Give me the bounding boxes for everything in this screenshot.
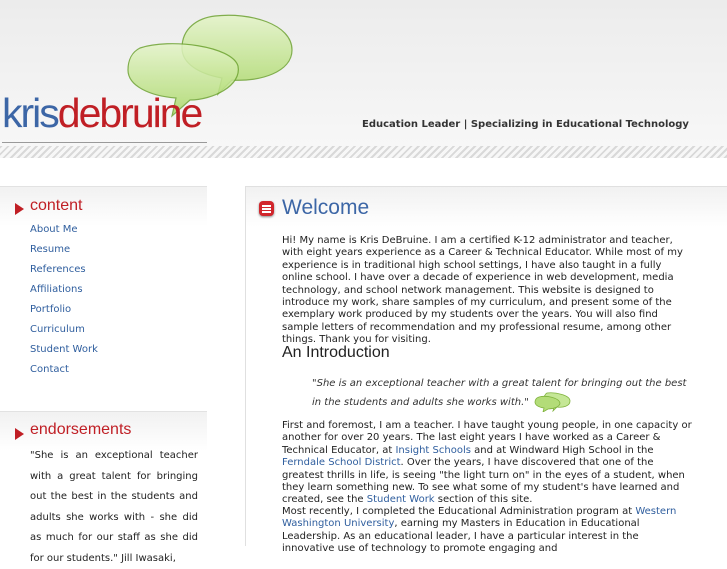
logo-part1: kris — [2, 90, 58, 136]
nav-item-affiliations[interactable]: Affiliations — [30, 284, 83, 295]
paragraph-text: , earning my Masters in Education in Educational Leadership. As an educational leader, I have a particular interest in the innovative use of technology to promote engaging and — [282, 518, 640, 555]
content-panel-border — [0, 186, 207, 187]
paragraph-text: Most recently, I completed the Educational Administration program at — [282, 506, 636, 517]
tagline: Education Leader | Specializing in Educational Technology — [362, 119, 689, 130]
paragraph-teacher — [282, 420, 692, 507]
nav-item-contact[interactable]: Contact — [30, 364, 69, 375]
section-heading: An Introduction — [282, 344, 390, 361]
link-student-work[interactable]: Student Work — [366, 494, 435, 506]
link-insight-schools[interactable]: Insight Schools — [395, 444, 471, 456]
content-heading: content — [30, 197, 83, 214]
nav-item-resume[interactable]: Resume — [30, 244, 71, 255]
link-ferndale-school-district[interactable]: Ferndale School District — [282, 457, 401, 469]
pull-quote-text: "She is an exceptional teacher with a great talent for bringing out the best in the students and adults she works with." — [312, 378, 687, 408]
endorsements-panel-border — [0, 411, 207, 412]
red-arrow-icon — [15, 203, 24, 215]
speech-bubble-icon — [533, 392, 573, 412]
site-logo[interactable] — [2, 90, 201, 137]
red-arrow-icon — [15, 428, 24, 440]
document-icon — [259, 201, 274, 216]
paragraph-text: First and foremost, I am a teacher. I have taught young people, in one capacity or another for over 20 years. The last eight years I have worked as a Career & Technical Educator, at — [282, 420, 692, 456]
logo-underline — [2, 142, 207, 143]
paragraph-text: section of this site. — [434, 494, 533, 506]
paragraph-text: . Over the years, I have discovered that one of the greatest thrills in life, is seeing "the light turn on" in the eyes of a student, when they learn something new. To see what some of my student's have learned and created, see the — [282, 457, 685, 506]
paragraph-text: and at Windward High School in the — [470, 444, 654, 456]
intro-paragraph: Hi! My name is Kris DeBruine. I am a certified K-12 administrator and teacher, with eight years experience as a Career & Technical Educator. While most of my experience is in traditional high school settings, I have also taught in a fully online school. I have over a decade of experience in web development, media technology, and school network management. This website is designed to introduce my work, share samples of my curriculum, and present some of the exemplary work produced by my students over the years. You will also find sample letters of recommendation and my professional resume, among other things. Thank you for visiting. — [282, 235, 683, 346]
logo-part2: debruine — [57, 90, 202, 136]
nav-item-curriculum[interactable]: Curriculum — [30, 324, 85, 335]
nav-item-portfolio[interactable]: Portfolio — [30, 304, 72, 315]
page-title: Welcome — [282, 196, 370, 219]
nav-item-about-me[interactable]: About Me — [30, 224, 78, 235]
sidebar-nav — [30, 222, 98, 382]
endorsement-quote: "She is an exceptional teacher with a great talent for bringing out the best in the students and adults she works with - she did as much for our staff as she did for our students." Jill Iwasaki, — [30, 450, 198, 564]
nav-item-student-work[interactable]: Student Work — [30, 344, 98, 355]
link-wwu[interactable]: Western Washington University — [282, 506, 677, 530]
header-stripe — [0, 146, 727, 158]
nav-item-references[interactable]: References — [30, 264, 86, 275]
endorsements-heading: endorsements — [30, 421, 132, 438]
pull-quote — [312, 376, 692, 412]
paragraph-admin — [282, 506, 692, 556]
